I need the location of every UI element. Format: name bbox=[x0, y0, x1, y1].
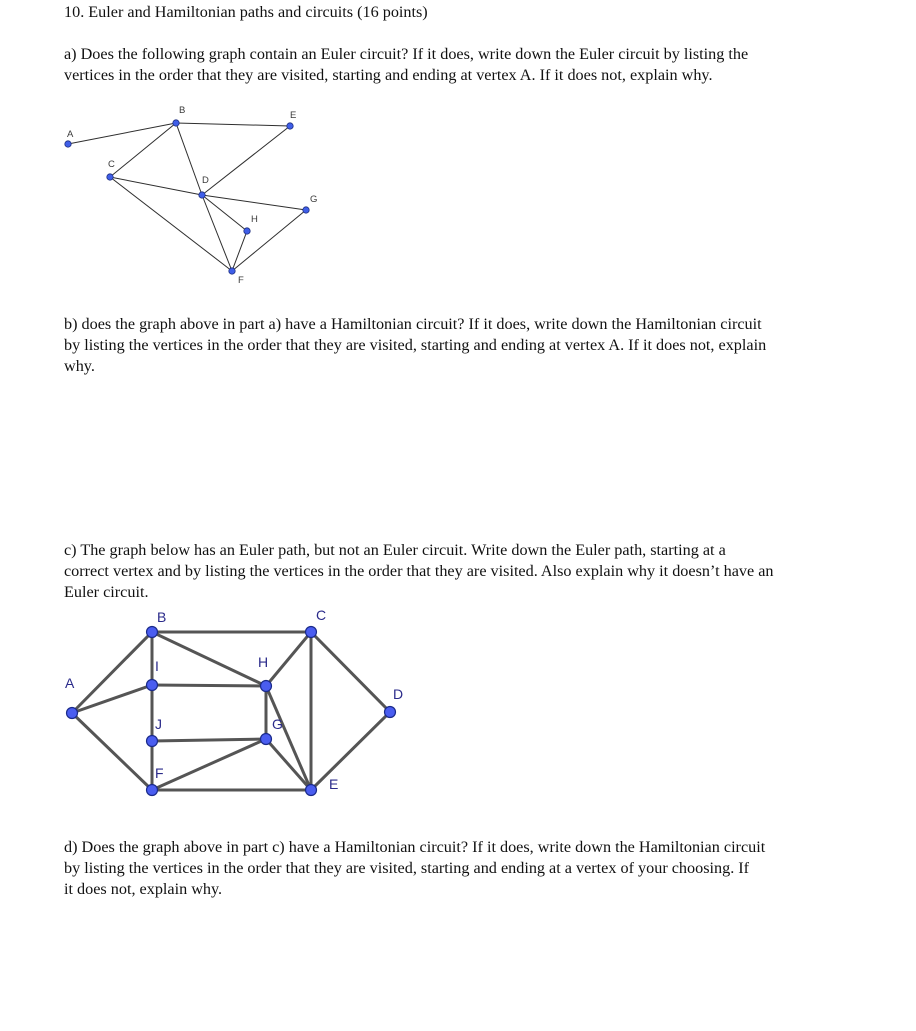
edge-g-j bbox=[152, 739, 266, 741]
vertex-d bbox=[385, 707, 396, 718]
vertex-label-i: I bbox=[155, 658, 159, 674]
vertex-label-h: H bbox=[251, 214, 258, 225]
edge-b-d bbox=[176, 123, 202, 195]
vertex-a bbox=[67, 708, 78, 719]
part-b-line: b) does the graph above in part a) have a Hamiltonian circuit? If it does, write down the Hamiltonian circuit bbox=[64, 315, 762, 333]
vertex-b bbox=[173, 120, 179, 126]
vertex-d bbox=[199, 192, 205, 198]
part-c-line: correct vertex and by listing the vertices in the order that they are visited. Also explain why it doesn’t have an bbox=[64, 562, 774, 580]
part-a-question bbox=[64, 44, 864, 86]
part-b-line: by listing the vertices in the order that they are visited, starting and ending at vertex A. If it does not, explain bbox=[64, 336, 767, 354]
edge-b-e bbox=[176, 123, 290, 126]
part-c-question bbox=[64, 540, 864, 603]
vertex-h bbox=[261, 681, 272, 692]
vertex-g bbox=[261, 734, 272, 745]
vertex-c bbox=[107, 174, 113, 180]
vertex-f bbox=[229, 268, 235, 274]
edge-i-h bbox=[152, 685, 266, 686]
edge-d-e bbox=[311, 712, 390, 790]
vertex-label-d: D bbox=[202, 175, 209, 186]
edge-h-e bbox=[266, 686, 311, 790]
part-d-line: it does not, explain why. bbox=[64, 880, 223, 898]
edge-c-d bbox=[311, 632, 390, 712]
edge-c-d bbox=[110, 177, 202, 195]
part-d-question bbox=[64, 837, 864, 900]
vertex-a bbox=[65, 141, 71, 147]
part-c-line: c) The graph below has an Euler path, but not an Euler circuit. Write down the Euler path, starting at a bbox=[64, 541, 726, 559]
vertex-label-f: F bbox=[155, 765, 164, 781]
vertex-label-e: E bbox=[329, 776, 339, 792]
edge-a-b bbox=[68, 123, 176, 144]
edge-g-e bbox=[266, 739, 311, 790]
title-line: 10. Euler and Hamiltonian paths and circuits (16 points) bbox=[64, 3, 428, 21]
part-d-line: d) Does the graph above in part c) have a Hamiltonian circuit? If it does, write down the Hamiltonian circuit bbox=[64, 838, 766, 856]
vertex-h bbox=[244, 228, 250, 234]
vertex-label-g: G bbox=[310, 194, 318, 205]
euler-graph-c bbox=[0, 605, 916, 805]
vertex-b bbox=[147, 627, 158, 638]
vertex-f bbox=[147, 785, 158, 796]
part-d-line: by listing the vertices in the order that they are visited, starting and ending at a vertex of your choosing. If bbox=[64, 859, 750, 877]
part-a-line: a) Does the following graph contain an Euler circuit? If it does, write down the Euler circuit by listing the bbox=[64, 45, 749, 63]
vertex-label-g: G bbox=[272, 716, 283, 732]
vertex-label-b: B bbox=[157, 609, 167, 625]
edge-b-h bbox=[152, 632, 269, 686]
vertex-i bbox=[147, 680, 158, 691]
vertex-c bbox=[306, 627, 317, 638]
edge-d-e bbox=[202, 126, 290, 195]
edge-a-b bbox=[72, 632, 152, 713]
vertex-label-b: B bbox=[179, 105, 186, 116]
vertex-e bbox=[287, 123, 293, 129]
part-b-line: why. bbox=[64, 357, 95, 375]
vertex-j bbox=[147, 736, 158, 747]
euler-graph-a bbox=[0, 100, 916, 290]
vertex-label-c: C bbox=[316, 607, 327, 623]
vertex-g bbox=[303, 207, 309, 213]
edge-h-c bbox=[266, 632, 311, 686]
vertex-label-f: F bbox=[238, 275, 244, 286]
edge-c-b bbox=[110, 123, 176, 177]
edge-g-f bbox=[152, 739, 266, 790]
part-b-question bbox=[64, 314, 864, 377]
vertex-label-d: D bbox=[393, 686, 404, 702]
vertex-label-a: A bbox=[65, 675, 75, 691]
vertex-label-h: H bbox=[258, 654, 269, 670]
vertex-label-j: J bbox=[155, 716, 162, 732]
question-title bbox=[64, 2, 864, 23]
vertex-label-c: C bbox=[108, 159, 115, 170]
part-a-line: vertices in the order that they are visited, starting and ending at vertex A. If it does not, explain why. bbox=[64, 66, 713, 84]
vertex-label-e: E bbox=[290, 110, 297, 121]
vertex-label-a: A bbox=[67, 129, 74, 140]
edge-a-f bbox=[72, 713, 152, 790]
part-c-line: Euler circuit. bbox=[64, 583, 149, 601]
vertex-e bbox=[306, 785, 317, 796]
